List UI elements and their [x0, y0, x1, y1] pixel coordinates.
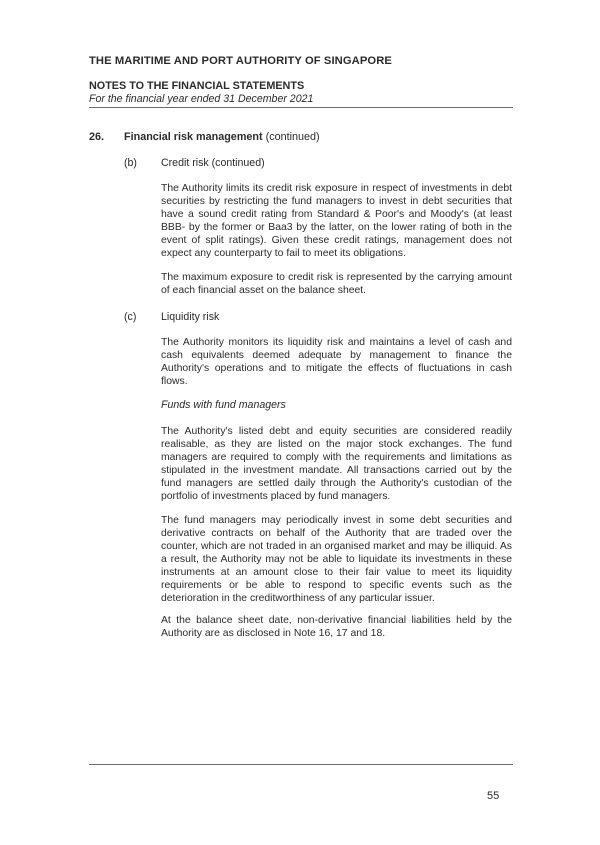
paragraph-balance-sheet-date: At the balance sheet date, non-derivative financial liabilities held by the Authority are as disclosed in Note 16, 17 and 18.	[161, 615, 512, 639]
period-subtitle: For the financial year ended 31 December 2021	[89, 93, 314, 105]
subsection-letter-c: (c)	[124, 311, 137, 323]
paragraph-fund-managers-1: The Authority's listed debt and equity securities are considered readily realisable, as they are listed on the major stock exchanges. The fund managers are required to comply with the requirements and limitations as stipulated in the investment mandate. All transactions carried out by the fund managers are settled daily through the Authority's custodian of the portfolio of investments placed by fund managers.	[161, 426, 512, 502]
paragraph-liquidity-risk-1: The Authority monitors its liquidity risk and maintains a level of cash and cash equivalents deemed adequate by management to finance the Authority's operations and to mitigate the effects of fluctuations in cash flows.	[161, 337, 512, 387]
paragraph-fund-managers-2: The fund managers may periodically invest in some debt securities and derivative contracts on behalf of the Authority that are traded over the counter, which are not traded in an organised market and may be illiquid. As a result, the Authority may not be able to liquidate its investments in these instruments at an amount close to their fair value to meet its liquidity requirements or be able to respond to specific events such as the deterioration in the creditworthiness of any particular issuer.	[161, 515, 512, 604]
section-number: 26.	[89, 131, 105, 143]
funds-with-fund-managers-heading: Funds with fund managers	[161, 399, 286, 411]
subsection-title-liquidity-risk: Liquidity risk	[161, 311, 220, 323]
footer-divider	[89, 764, 513, 765]
paragraph-credit-risk-2: The maximum exposure to credit risk is represented by the carrying amount of each financial asset on the balance sheet.	[161, 272, 512, 296]
organization-title: THE MARITIME AND PORT AUTHORITY OF SINGAPORE	[89, 55, 392, 67]
section-title-suffix: (continued)	[265, 131, 320, 143]
section-title: Financial risk management	[124, 131, 263, 143]
header-divider	[89, 107, 513, 108]
subsection-title-credit-risk: Credit risk (continued)	[161, 157, 265, 169]
section-heading	[124, 131, 320, 143]
notes-title: NOTES TO THE FINANCIAL STATEMENTS	[89, 80, 305, 92]
subsection-letter-b: (b)	[124, 157, 137, 169]
page-number: 55	[487, 790, 500, 802]
paragraph-credit-risk-1: The Authority limits its credit risk exposure in respect of investments in debt securities by restricting the fund managers to invest in debt securities that have a sound credit rating from Standard & Poor's and Moody's (at least BBB- by the former or Baa3 by the latter, on the lower rating of both in the event of split ratings). Given these credit ratings, management does not expect any counterparty to fail to meet its obligations.	[161, 183, 512, 259]
